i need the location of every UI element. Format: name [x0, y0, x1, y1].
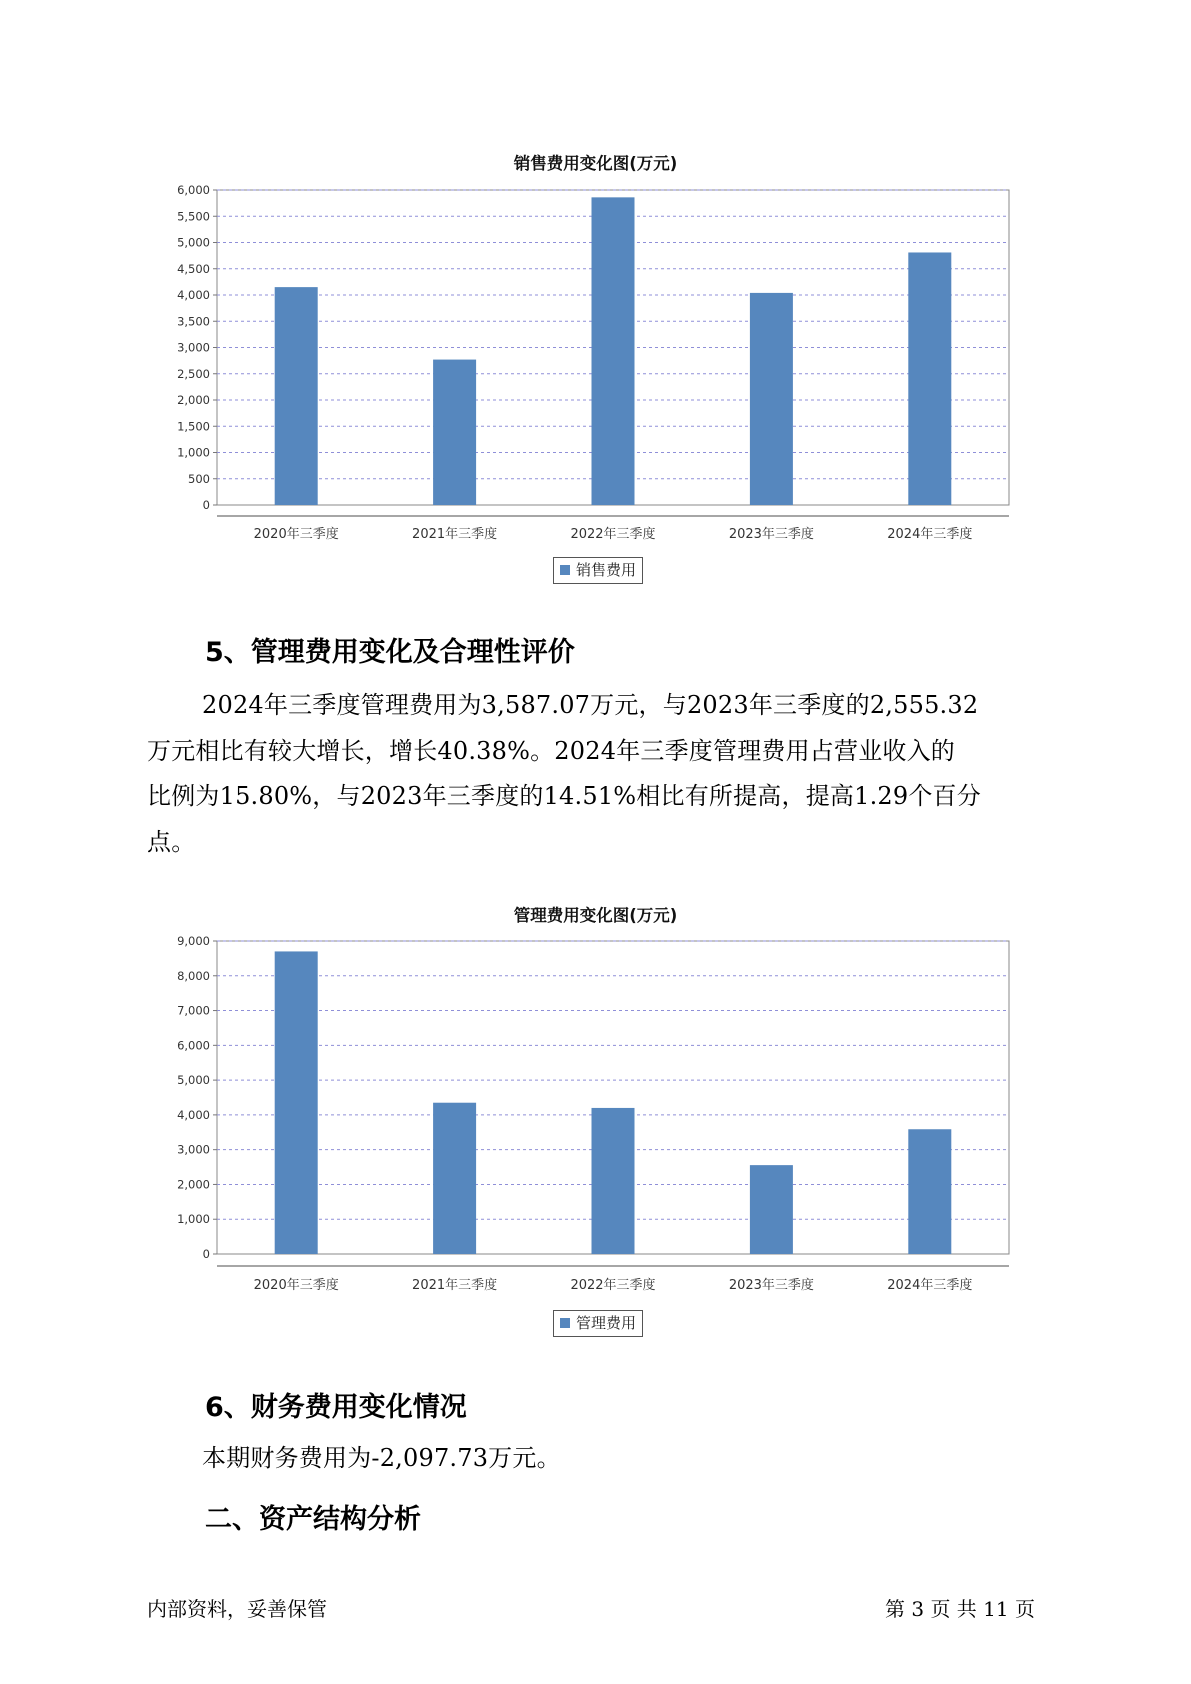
paragraph-line: 本期财务费用为-2,097.73万元。 [202, 1444, 561, 1472]
y-tick-label: 2,500 [177, 366, 210, 381]
bar [750, 1165, 793, 1254]
footer-left: 内部资料，妥善保管 [147, 1597, 327, 1621]
x-category-label: 2020年三季度 [253, 527, 339, 542]
y-tick-label: 1,500 [177, 419, 210, 434]
y-tick-label: 4,000 [177, 288, 210, 302]
y-tick-label: 8,000 [177, 968, 210, 983]
y-tick-label: 5,500 [177, 209, 210, 224]
section-heading-6: 6、财务费用变化情况 [205, 1392, 467, 1423]
section-heading-two: 二、资产结构分析 [205, 1504, 421, 1535]
x-category-label: 2020年三季度 [253, 1278, 339, 1293]
y-tick-label: 0 [202, 498, 210, 512]
legend-swatch [560, 1318, 570, 1328]
chart-title: 管理费用变化图(万元) [513, 906, 678, 925]
y-tick-label: 6,000 [177, 183, 210, 197]
y-tick-label: 3,000 [177, 1142, 210, 1157]
x-category-label: 2023年三季度 [728, 527, 814, 542]
x-category-label: 2024年三季度 [887, 1278, 973, 1293]
x-category-label: 2023年三季度 [728, 1278, 814, 1293]
paragraph-line: 2024年三季度管理费用为3,587.07万元，与2023年三季度的2,555.32 [202, 691, 979, 719]
y-tick-label: 9,000 [177, 934, 210, 948]
bar [433, 1103, 476, 1254]
x-category-label: 2021年三季度 [412, 1278, 498, 1293]
y-tick-label: 7,000 [177, 1003, 210, 1018]
footer-page-number: 第 3 页 共 11 页 [885, 1597, 1035, 1621]
y-tick-label: 4,000 [177, 1107, 210, 1122]
y-tick-label: 5,000 [177, 1073, 210, 1088]
y-tick-label: 3,000 [177, 340, 210, 355]
paragraph-line: 万元相比有较大增长，增长40.38%。2024年三季度管理费用占营业收入的 [147, 736, 955, 765]
y-tick-label: 5,000 [177, 235, 210, 250]
legend-label: 管理费用 [576, 1314, 637, 1332]
chart-legend [553, 1310, 643, 1337]
bar [908, 1129, 951, 1254]
y-tick-label: 1,000 [177, 445, 210, 460]
y-tick-label: 6,000 [177, 1038, 210, 1053]
x-category-label: 2024年三季度 [887, 527, 973, 542]
x-category-label: 2022年三季度 [570, 1278, 656, 1293]
bar [592, 1108, 635, 1254]
x-category-label: 2021年三季度 [412, 527, 498, 542]
y-tick-label: 1,000 [177, 1212, 210, 1227]
y-tick-label: 500 [188, 471, 210, 486]
section-heading-5: 5、管理费用变化及合理性评价 [205, 637, 575, 668]
bar [275, 951, 318, 1254]
legend-label: 销售费用 [576, 561, 637, 579]
y-tick-label: 0 [202, 1247, 210, 1261]
y-tick-label: 3,500 [177, 314, 210, 329]
x-category-label: 2022年三季度 [570, 527, 656, 542]
y-tick-label: 2,000 [177, 1177, 210, 1192]
section6-paragraph [202, 1436, 1100, 1482]
paragraph-line: 点。 [147, 827, 196, 856]
y-tick-label: 2,000 [177, 393, 210, 407]
y-tick-label: 4,500 [177, 261, 210, 276]
chart-title: 销售费用变化图(万元) [513, 154, 678, 173]
paragraph-line: 比例为15.80%，与2023年三季度的14.51%相比有所提高，提高1.29个百分 [147, 782, 981, 811]
